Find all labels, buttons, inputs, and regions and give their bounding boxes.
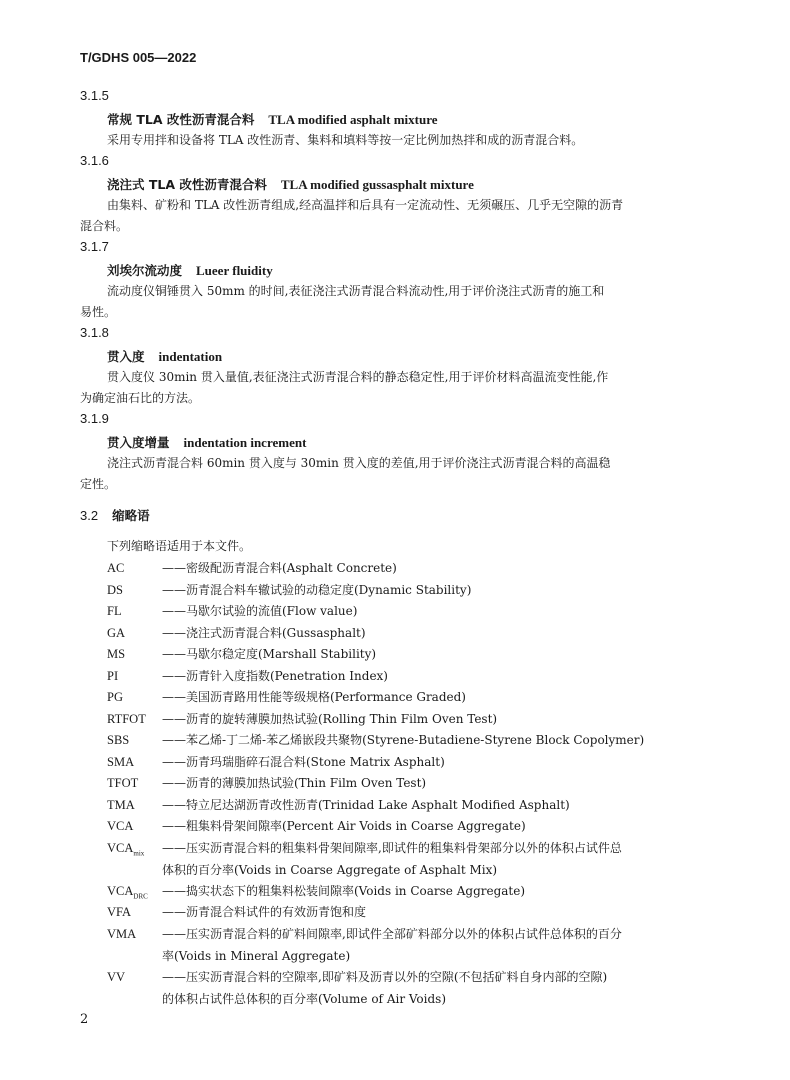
term-definition: 流动度仪铜锤贯入 50mm 的时间,表征浇注式沥青混合料流动性,用于评价浇注式沥青的施工和 <box>107 284 605 298</box>
abbreviation-definition: ——马歇尔试验的流值(Flow value) <box>162 604 358 618</box>
abbreviation-row <box>107 601 717 623</box>
abbreviation-definition: ——浇注式沥青混合料(Gussasphalt) <box>162 626 366 640</box>
abbreviation: FL <box>107 604 122 618</box>
abbreviation-definition: ——粗集料骨架间隙率(Percent Air Voids in Coarse Aggregate) <box>162 819 526 833</box>
abbreviation-base: VCA <box>107 841 134 855</box>
term-definition-cont: 定性。 <box>80 477 117 491</box>
standard-number-header: T/GDHS 005—2022 <box>80 50 197 65</box>
abbreviation-definition: ——马歇尔稳定度(Marshall Stability) <box>162 647 377 661</box>
term-title-en: Lueer fluidity <box>196 263 273 278</box>
abbreviation-definition-cont: 体积的百分率(Voids in Coarse Aggregate of Asphalt Mix) <box>162 862 498 877</box>
abbreviation-subscript: DRC <box>133 892 148 901</box>
abbreviation: TMA <box>107 798 135 812</box>
abbreviation-definition: ——特立尼达湖沥青改性沥青(Trinidad Lake Asphalt Modified Asphalt) <box>162 798 570 812</box>
abbreviation: MS <box>107 647 126 661</box>
abbreviation-row <box>107 580 717 602</box>
term-title-en: indentation increment <box>183 435 307 450</box>
term-title <box>107 110 438 128</box>
abbreviation: VFA <box>107 905 132 919</box>
abbreviation-definition-cont: 率(Voids in Mineral Aggregate) <box>162 948 351 963</box>
term-number: 3.1.9 <box>80 411 109 426</box>
section-heading <box>80 506 150 524</box>
abbreviation-definition: ——沥青针入度指数(Penetration Index) <box>162 669 388 683</box>
term-number: 3.1.8 <box>80 325 109 340</box>
term-title-en: TLA modified gussasphalt mixture <box>280 177 474 192</box>
abbreviation: VV <box>107 970 126 984</box>
abbreviation: SMA <box>107 755 135 769</box>
abbreviation-row <box>107 666 717 688</box>
abbreviation-row <box>107 967 717 1010</box>
term-title-zh: 刘埃尔流动度 <box>107 263 183 278</box>
term-title-zh: 常规 TLA 改性沥青混合料 <box>107 112 255 127</box>
abbreviation: SBS <box>107 733 130 747</box>
abbreviation: PI <box>107 669 119 683</box>
term-definition-cont: 混合料。 <box>80 219 129 233</box>
term-definition-cont: 为确定油石比的方法。 <box>80 391 201 405</box>
abbreviation-row <box>107 816 717 838</box>
abbreviation: TFOT <box>107 776 139 790</box>
term-number: 3.1.6 <box>80 153 109 168</box>
abbreviation: VMA <box>107 927 137 941</box>
term-title-zh: 浇注式 TLA 改性沥青混合料 <box>107 177 267 192</box>
term-title <box>107 175 474 193</box>
abbreviation-row <box>107 730 717 752</box>
abbreviation-definition: ——压实沥青混合料的空隙率,即矿料及沥青以外的空隙(不包括矿料自身内部的空隙) <box>162 970 608 984</box>
abbreviation-definition: ——密级配沥青混合料(Asphalt Concrete) <box>162 561 397 575</box>
section-intro: 下列缩略语适用于本文件。 <box>107 539 252 553</box>
abbreviation-definition: ——压实沥青混合料的粗集料骨架间隙率,即试件的粗集料骨架部分以外的体积占试件总 <box>162 841 622 855</box>
abbreviation-row <box>107 773 717 795</box>
term-title <box>107 261 273 279</box>
abbreviation: GA <box>107 626 126 640</box>
abbreviation-row <box>107 838 717 881</box>
term-number: 3.1.5 <box>80 88 109 103</box>
abbreviation-row <box>107 902 717 924</box>
term-title-en: indentation <box>158 349 223 364</box>
term-title <box>107 433 306 451</box>
term-title-zh: 贯入度增量 <box>107 435 170 450</box>
term-title <box>107 347 222 365</box>
abbreviation-definition: ——沥青混合料车辙试验的动稳定度(Dynamic Stability) <box>162 583 472 597</box>
abbreviation-definition: ——捣实状态下的粗集料松装间隙率(Voids in Coarse Aggregate) <box>162 884 526 898</box>
term-definition: 由集料、矿粉和 TLA 改性沥青组成,经高温拌和后具有一定流动性、无须碾压、几乎无空隙的沥青 <box>107 198 624 212</box>
abbreviation-row <box>107 881 717 903</box>
abbreviation-row <box>107 558 717 580</box>
abbreviation: DS <box>107 583 123 597</box>
abbreviation-definition: ——苯乙烯-丁二烯-苯乙烯嵌段共聚物(Styrene-Butadiene-Styrene Block Copolymer) <box>162 733 645 747</box>
term-definition: 采用专用拌和设备将 TLA 改性沥青、集料和填料等按一定比例加热拌和成的沥青混合料。 <box>107 133 584 147</box>
abbreviation <box>107 838 144 865</box>
abbreviation-definition: ——美国沥青路用性能等级规格(Performance Graded) <box>162 690 466 704</box>
abbreviation-base: VCA <box>107 884 134 898</box>
abbreviation-definition: ——沥青混合料试件的有效沥青饱和度 <box>162 905 367 919</box>
section-title: 缩略语 <box>112 508 150 523</box>
abbreviation-row <box>107 623 717 645</box>
abbreviation: AC <box>107 561 125 575</box>
term-title-en: TLA modified asphalt mixture <box>268 112 438 127</box>
term-number: 3.1.7 <box>80 239 109 254</box>
abbreviation-definition-cont: 的体积占试件总体积的百分率(Volume of Air Voids) <box>162 991 447 1006</box>
abbreviation-row <box>107 644 717 666</box>
abbreviation-subscript: mix <box>133 849 145 858</box>
page-number: 2 <box>80 1012 89 1027</box>
abbreviation: RTFOT <box>107 712 146 726</box>
abbreviation-row <box>107 924 717 967</box>
abbreviation: PG <box>107 690 123 704</box>
term-definition-cont: 易性。 <box>80 305 117 319</box>
abbreviation-definition: ——沥青的薄膜加热试验(Thin Film Oven Test) <box>162 776 427 790</box>
term-definition: 浇注式沥青混合料 60min 贯入度与 30min 贯入度的差值,用于评价浇注式沥青混合料的高温稳 <box>107 456 611 470</box>
term-title-zh: 贯入度 <box>107 349 145 364</box>
abbreviation-row <box>107 752 717 774</box>
abbreviation-row <box>107 687 717 709</box>
abbreviation-row <box>107 795 717 817</box>
abbreviation: VCA <box>107 819 134 833</box>
abbreviation-definition: ——沥青的旋转薄膜加热试验(Rolling Thin Film Oven Test) <box>162 712 498 726</box>
section-number: 3.2 <box>80 508 99 523</box>
term-definition: 贯入度仪 30min 贯入量值,表征浇注式沥青混合料的静态稳定性,用于评价材料高温流变性能,作 <box>107 370 609 384</box>
abbreviation-row <box>107 709 717 731</box>
abbreviation-definition: ——沥青玛瑞脂碎石混合料(Stone Matrix Asphalt) <box>162 755 445 769</box>
abbreviation-definition: ——压实沥青混合料的矿料间隙率,即试件全部矿料部分以外的体积占试件总体积的百分 <box>162 927 622 941</box>
